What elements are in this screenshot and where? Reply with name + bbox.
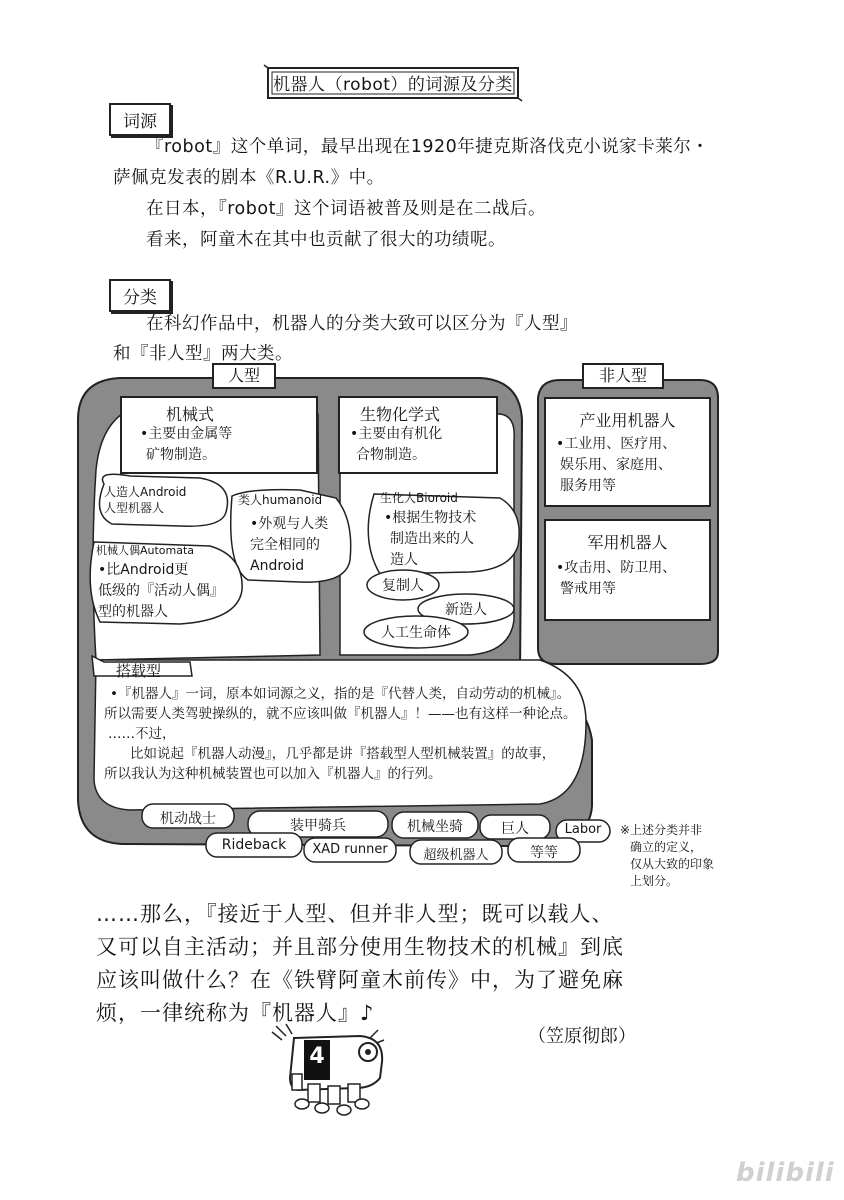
author-credit: （笠原彻郎） <box>528 1026 636 1047</box>
example-tag: 超级机器人 <box>423 848 489 863</box>
clone-label: 复制人 <box>382 578 424 594</box>
industrial-title: 产业用机器人 <box>579 411 676 430</box>
footnote: ※上述分类并非 确立的定义， 仅从大致的印象 上划分。 <box>620 823 715 888</box>
android-title: 人造人Android <box>104 485 187 499</box>
industrial-desc: •工业用、医疗用、 娱乐用、家庭用、 服务用等 <box>556 436 677 494</box>
etymology-heading: 词源 <box>109 103 171 136</box>
example-tag: 等等 <box>530 845 558 861</box>
etymology-line-3: 在日本，『robot』这个词语被普及则是在二战后。 <box>146 199 546 219</box>
example-tag: 巨人 <box>501 821 529 837</box>
example-tag: Rideback <box>221 837 287 853</box>
piloted-text: •『机器人』一词，原本如词源之义，指的是『代替人类，自动劳动的机械』。 所以需要人类驾驶操纵的，就不应该叫做『机器人』！——也有这样一种论点。 ……不过， 比如说起『机器人动漫』，几乎都是讲『搭载型人型机械装置』的故事， 所以我认为这种机械装置也可以加入『机器人』的行列。 <box>104 686 577 782</box>
etymology-line-1: 『robot』这个单词，最早出现在1920年捷克斯洛伐克小说家卡莱尔・ <box>146 137 710 157</box>
classification-intro-2: 和『非人型』两大类。 <box>113 344 293 364</box>
page-title: 机器人（robot）的词源及分类 <box>273 75 513 95</box>
bilibili-watermark: bilibili <box>736 1158 835 1188</box>
android-desc: 人型机器人 <box>104 501 165 515</box>
classification-intro-1: 在科幻作品中，机器人的分类大致可以区分为『人型』 <box>146 314 578 334</box>
biochemical-title: 生物化学式 <box>360 405 441 424</box>
piloted-title: 搭载型 <box>116 662 162 680</box>
humanoid-label: 人型 <box>227 366 260 385</box>
example-tag: 装甲骑兵 <box>290 818 346 834</box>
bioroid-title: 生化人Bioroid <box>380 491 458 505</box>
mascot-number: 4 <box>309 1044 325 1069</box>
biochemical-desc: •主要由有机化 合物制造。 <box>350 426 443 463</box>
mechanical-desc: •主要由金属等 矿物制造。 <box>140 426 233 463</box>
artificial-life-label: 人工生命体 <box>381 625 451 641</box>
non-humanoid-label: 非人型 <box>598 366 647 385</box>
humanoid-sub-title: 类人humanoid <box>238 493 323 507</box>
humanoid-sub-desc: •外观与人类 完全相同的 Android <box>250 516 329 574</box>
new-human-label: 新造人 <box>445 602 487 618</box>
closing-paragraph: ……那么，『接近于人型、但并非人型；既可以载人、 又可以自主活动；并且部分使用生物技术的机械』到底 应该叫做什么？在《铁臂阿童木前传》中，为了避免麻 烦，一律统称为『机器人』♪ <box>96 902 624 1025</box>
military-desc: •攻击用、防卫用、 警戒用等 <box>556 560 677 597</box>
etymology-line-2: 萨佩克发表的剧本《R.U.R.》中。 <box>113 168 385 188</box>
automata-desc: •比Android更 低级的『活动人偶』 型的机器人 <box>98 562 224 620</box>
example-tag: 机动战士 <box>160 811 216 827</box>
classification-heading: 分类 <box>109 279 171 312</box>
mechanical-title: 机械式 <box>166 405 215 424</box>
etymology-line-4: 看来，阿童木在其中也贡献了很大的功绩呢。 <box>146 230 506 250</box>
android-bubble <box>104 484 186 516</box>
automata-title: 机械人偶Automata <box>96 544 195 557</box>
example-tag: XAD runner <box>312 842 388 857</box>
military-title: 军用机器人 <box>587 533 668 552</box>
example-tag: 机械坐骑 <box>407 819 463 835</box>
bioroid-desc: •根据生物技术 制造出来的人 造人 <box>384 510 477 568</box>
example-tag: Labor <box>564 822 602 837</box>
